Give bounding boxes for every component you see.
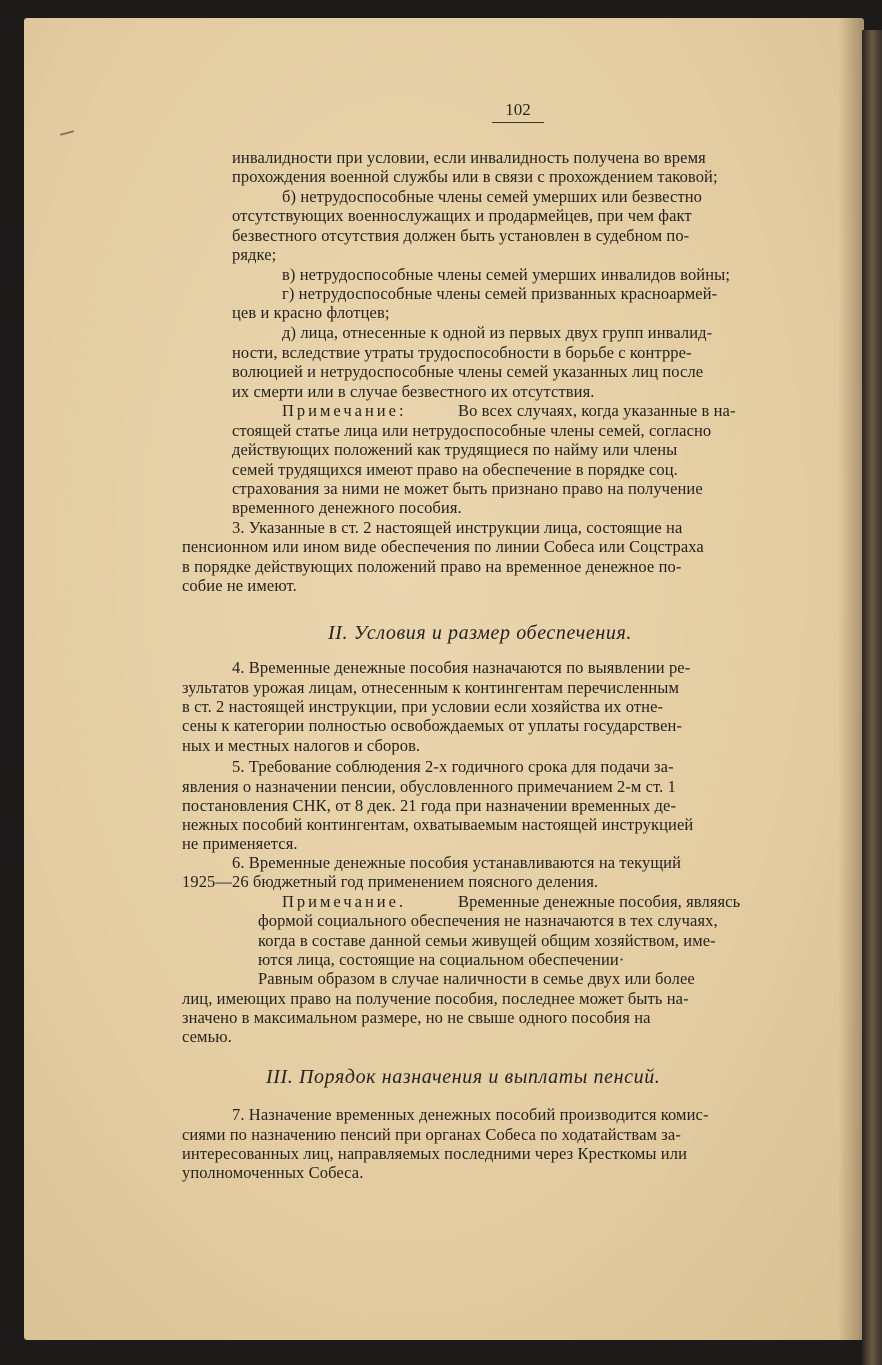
text-line: явления о назначении пенсии, обусловленного примечанием 2-м ст. 1 [182,777,676,796]
text-line: инвалидности при условии, если инвалидность получена во время [232,148,706,167]
note-label: Примечание: [282,401,407,420]
text-line: семью. [182,1027,232,1046]
text-line: постановления СНК, от 8 дек. 21 года при назначении временных де- [182,796,677,815]
book-spine [862,30,882,1365]
text-line: временного денежного пособия. [232,498,462,517]
text-line: ности, вследствие утраты трудоспособности в борьбе с контрре- [232,343,692,362]
text-line: значено в максимальном размере, но не свыше одного пособия на [182,1008,651,1027]
text-line: в порядке действующих положений право на временное денежное по- [182,557,682,576]
text-line: д) лица, отнесенные к одной из первых двух групп инвалид- [282,323,713,342]
section-heading: III. Порядок назначения и выплаты пенсий. [266,1066,661,1088]
text-line: в ст. 2 настоящей инструкции, при условии если хозяйства их отне- [182,697,664,716]
page-edge-shadow [838,18,864,1340]
text-line: нежных пособий контингентам, охватываемым настоящей инструкцией [182,815,694,834]
text-line: цев и красно флотцев; [232,303,390,322]
text-line: отсутствующих военнослужащих и продармейцев, при чем факт [232,206,692,225]
text-line: сиями по назначению пенсий при органах Собеса по ходатайствам за- [182,1125,681,1144]
text-line: действующих положений как трудящиеся по найму или члены [232,440,678,459]
text-line: ются лица, состоящие на социальном обеспечении· [258,950,625,969]
text-line: сены к категории полностью освобождаемых от уплаты государствен- [182,716,683,735]
text-line: 1925—26 бюджетный год применением поясного деления. [182,872,599,891]
text-line: формой социального обеспечения не назначаются в тех случаях, [258,911,718,930]
text-line: 5. Требование соблюдения 2-х годичного срока для подачи за- [232,757,674,776]
text-line: интересованных лиц, направляемых последними через Кресткомы или [182,1144,688,1163]
text-line: их смерти или в случае безвестного их отсутствия. [232,382,595,401]
text-line: ных и местных налогов и сборов. [182,736,421,755]
text-line: г) нетрудоспособные члены семей призванных красноармей- [282,284,718,303]
text-line: прохождения военной службы или в связи с прохождением таковой; [232,167,718,186]
text-line: 6. Временные денежные пособия устанавливаются на текущий [232,853,682,872]
text-line: семей трудящихся имеют право на обеспечение в порядке соц. [232,460,678,479]
text-line: Равным образом в случае наличности в семье двух или более [258,969,695,988]
text-line: безвестного отсутствия должен быть установлен в судебном по- [232,226,690,245]
text-line: не применяется. [182,834,298,853]
text-line: Во всех случаях, когда указанные в на- [458,401,736,420]
text-line: 7. Назначение временных денежных пособий производится комис- [232,1105,709,1124]
note-label: Примечание. [282,892,407,911]
text-line: волюцией и нетрудоспособные члены семей указанных лиц после [232,362,704,381]
text-line: лиц, имеющих право на получение пособия, последнее может быть на- [182,989,689,1008]
text-line: в) нетрудоспособные члены семей умерших инвалидов войны; [282,265,731,284]
text-line: б) нетрудоспособные члены семей умерших или безвестно [282,187,703,206]
text-line: собие не имеют. [182,576,297,595]
section-heading: II. Условия и размер обеспечения. [328,622,632,644]
text-line: стоящей статье лица или нетрудоспособные члены семей, согласно [232,421,712,440]
text-line: зультатов урожая лицам, отнесенным к контингентам перечисленным [182,678,680,697]
text-line: Временные денежные пособия, являясь [458,892,741,911]
text-line: когда в составе данной семьи живущей общим хозяйством, име- [258,931,716,950]
text-line: страхования за ними не может быть признано право на получение [232,479,703,498]
text-line: пенсионном или ином виде обеспечения по линии Собеса или Соцстраха [182,537,704,556]
text-line: 3. Указанные в ст. 2 настоящей инструкции лица, состоящие на [232,518,683,537]
page-number: 102 [492,100,544,123]
text-line: 4. Временные денежные пособия назначаются по выявлении ре- [232,658,691,677]
text-line: уполномоченных Собеса. [182,1163,364,1182]
text-line: рядке; [232,245,277,264]
